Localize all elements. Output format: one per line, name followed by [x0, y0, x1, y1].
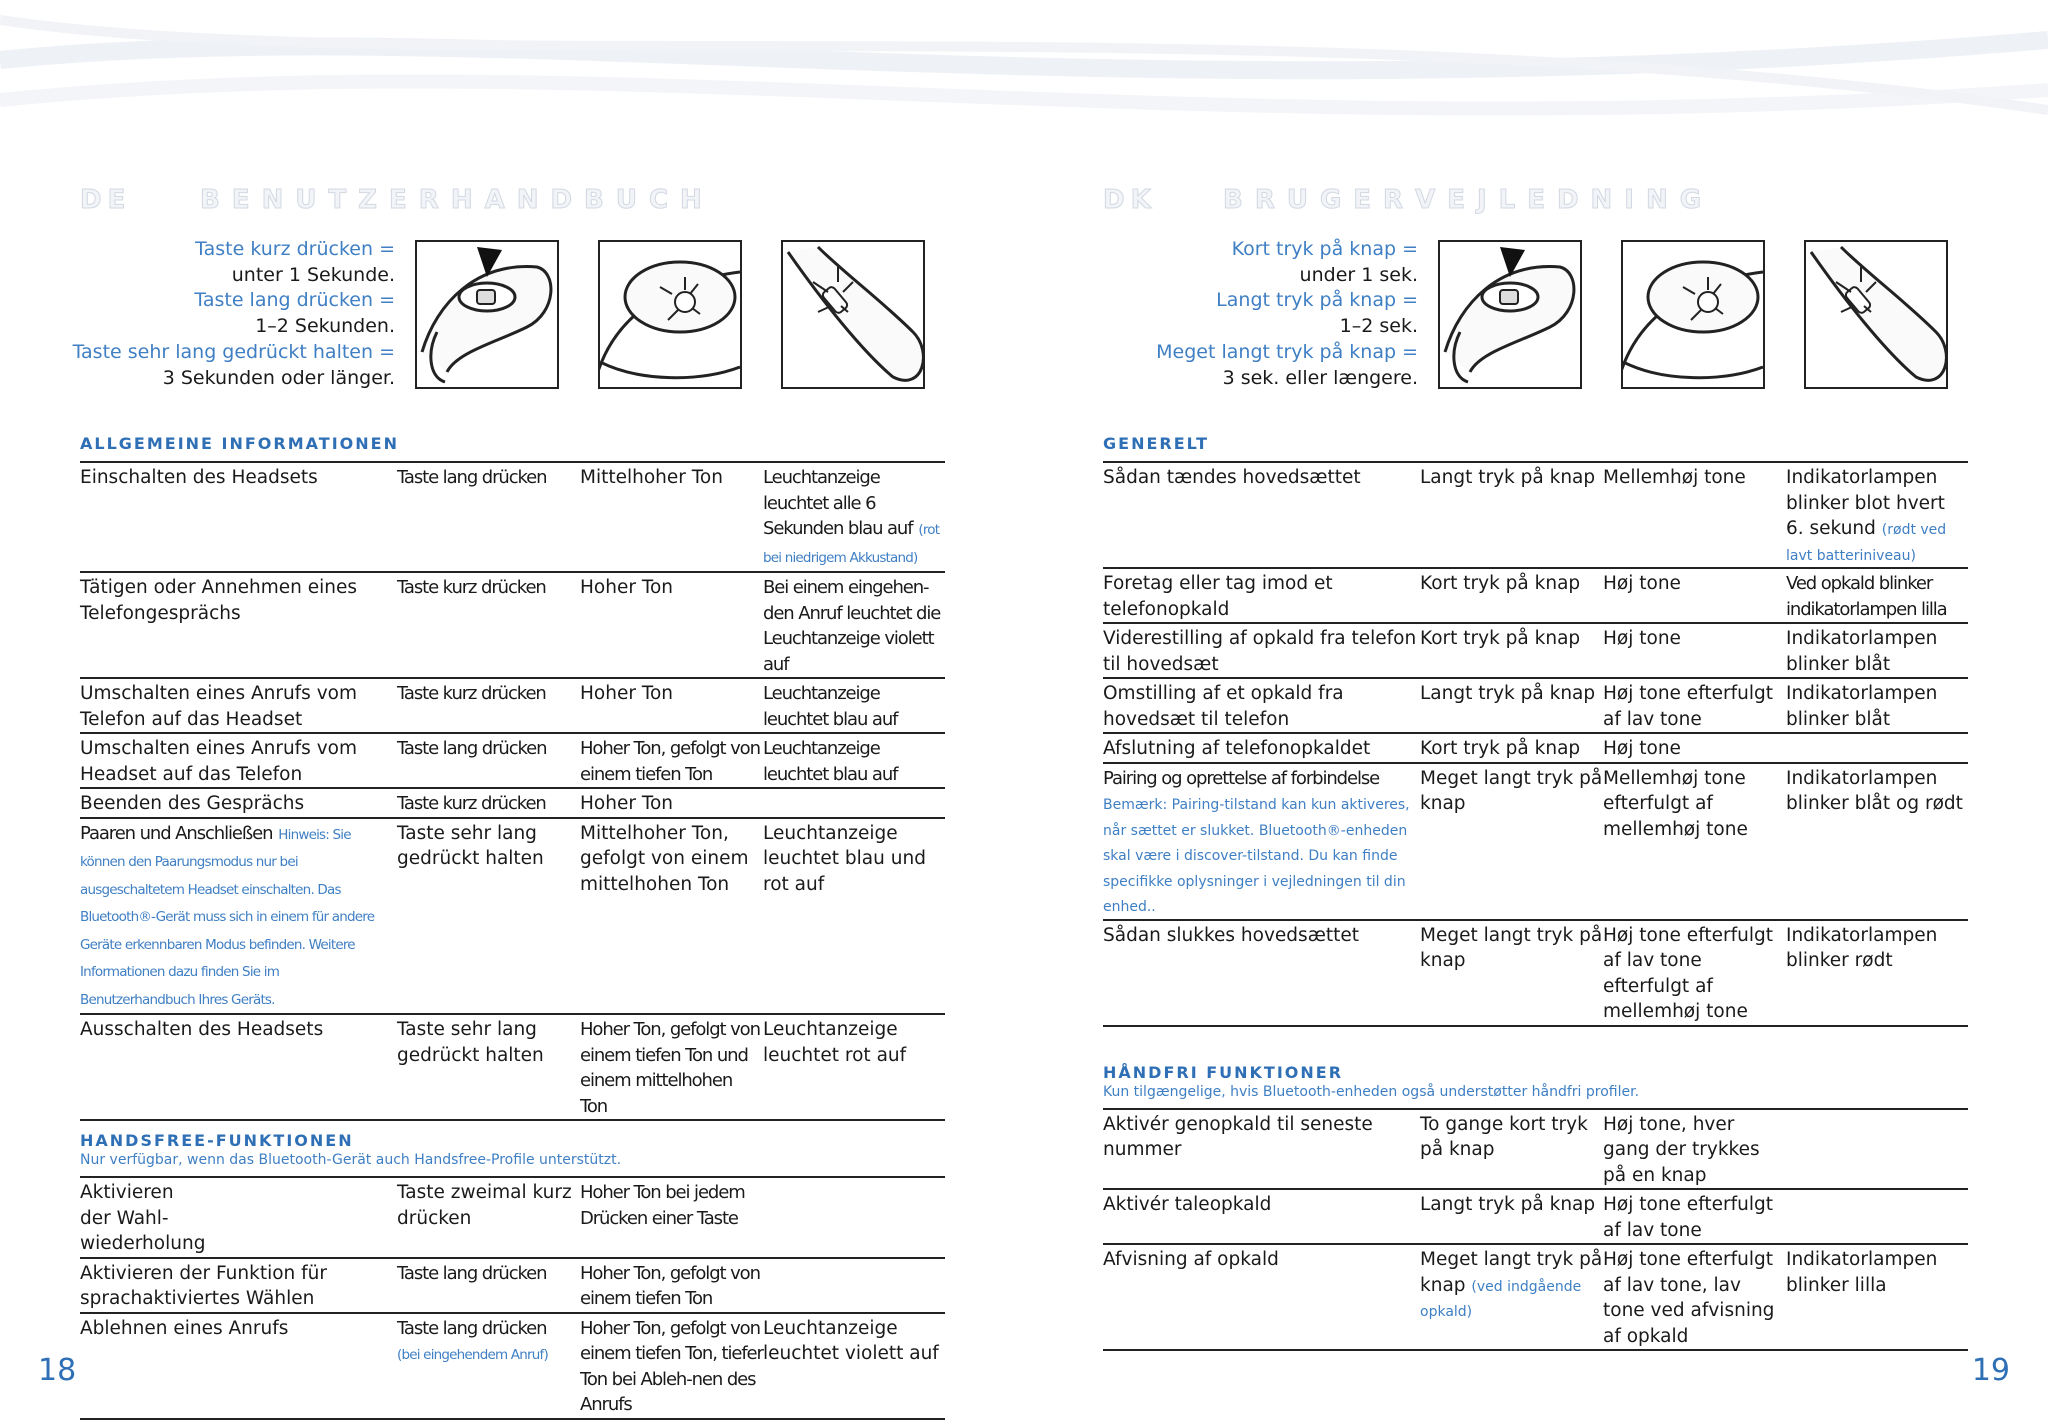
- key-term: Kort tryk på knap =: [1231, 238, 1418, 260]
- table-cell: [1786, 733, 1968, 763]
- table-cell: Høj tone: [1603, 568, 1786, 623]
- table-cell: Umschalten eines Anrufs vom Telefon auf das Headset: [80, 678, 397, 733]
- table-cell: Einschalten des Headsets: [80, 462, 397, 572]
- table-cell: Langt tryk på knap: [1420, 678, 1603, 733]
- table-cell: Paaren und Anschließen Hinweis: Sie können den Paarungsmodus nur bei ausgeschaltetem Headset einschalten. Das Bluetooth®-Gerät muss sich in einem für andere Geräte erkennbaren Modus befinden. Weitere Informationen dazu finden Sie im Benutzerhandbuch Ihres Geräts.: [80, 818, 397, 1015]
- table-cell: Ausschalten des Headsets: [80, 1014, 397, 1120]
- table-cell: Høj tone efterfulgt af lav tone: [1603, 678, 1786, 733]
- table-cell: Langt tryk på knap: [1420, 462, 1603, 568]
- table-cell: Hoher Ton bei jedem Drücken einer Taste: [580, 1177, 763, 1258]
- key-legend: [73, 237, 395, 391]
- table-cell: Kort tryk på knap: [1420, 733, 1603, 763]
- table-cell: Langt tryk på knap: [1420, 1189, 1603, 1244]
- table-cell: Meget langt tryk på knap: [1420, 920, 1603, 1026]
- key-term: Meget langt tryk på knap =: [1156, 340, 1418, 363]
- table-row: [80, 1258, 945, 1313]
- table-cell: Mittelhoher Ton, gefolgt von einem mittelhohen Ton: [580, 818, 763, 1015]
- table-cell: Taste lang drücken (bei eingehendem Anruf): [397, 1313, 580, 1419]
- key-desc: 3 Sekunden oder länger.: [162, 366, 395, 389]
- table-cell: Hoher Ton: [580, 572, 763, 678]
- table-cell: Foretag eller tag imod et telefonopkald: [1103, 568, 1420, 623]
- table-cell: Taste sehr lang gedrückt halten: [397, 818, 580, 1015]
- key-term: Taste kurz drücken =: [195, 238, 395, 260]
- page-header: [80, 185, 945, 225]
- table-row: [1103, 462, 1968, 568]
- table-row: [80, 733, 945, 788]
- table-cell: Høj tone efterfulgt af lav tone, lav tone ved afvisning af opkald: [1603, 1244, 1786, 1350]
- table-cell: Taste lang drücken: [397, 733, 580, 788]
- table-cell: Taste lang drücken: [397, 1258, 580, 1313]
- page-header: [1103, 185, 1968, 225]
- table-cell: Sådan tændes hovedsættet: [1103, 462, 1420, 568]
- table-cell: Tätigen oder Annehmen eines Telefongesprächs: [80, 572, 397, 678]
- language-code: DE: [80, 185, 132, 215]
- table-cell: Leuchtanzeige leuchtet blau und rot auf: [763, 818, 945, 1015]
- key-term: Taste lang drücken =: [194, 289, 395, 312]
- table-cell: Hoher Ton, gefolgt von einem tiefen Ton: [580, 1258, 763, 1313]
- table-row: [1103, 623, 1968, 678]
- table-cell: Sådan slukkes hovedsættet: [1103, 920, 1420, 1026]
- table-cell: Ablehnen eines Anrufs: [80, 1313, 397, 1419]
- table-cell: Taste kurz drücken: [397, 572, 580, 678]
- table-cell: Leuchtanzeige leuchtet blau auf: [763, 678, 945, 733]
- table-row: [80, 572, 945, 678]
- table-cell: [1786, 1109, 1968, 1190]
- table-cell: Høj tone efterfulgt af lav tone: [1603, 1189, 1786, 1244]
- info-table: [1103, 461, 1968, 1027]
- key-desc: unter 1 Sekunde.: [231, 263, 395, 286]
- table-cell: Meget langt tryk på knap (ved indgående opkald): [1420, 1244, 1603, 1350]
- page-header-title: BENUTZERHANDBUCH: [200, 185, 714, 215]
- page-number: 18: [38, 1353, 77, 1388]
- table-cell: Meget langt tryk på knap: [1420, 763, 1603, 920]
- table-cell: Aktivér genopkald til seneste nummer: [1103, 1109, 1420, 1190]
- table-cell: Indikatorlampen blinker blåt: [1786, 678, 1968, 733]
- table-cell: Indikatorlampen blinker blot hvert 6. sekund (rødt ved lavt batteriniveau): [1786, 462, 1968, 568]
- table-cell: Indikatorlampen blinker lilla: [1786, 1244, 1968, 1350]
- section-title: ALLGEMEINE INFORMATIONEN: [80, 434, 399, 453]
- key-desc: 1–2 Sekunden.: [255, 315, 395, 338]
- table-cell: Bei einem eingehen-den Anruf leuchtet die Leuchtanzeige violett auf: [763, 572, 945, 678]
- table-cell: Taste lang drücken: [397, 462, 580, 572]
- table-cell: [1786, 1189, 1968, 1244]
- section-note: Kun tilgængelige, hvis Bluetooth-enheden også understøtter håndfri profiler.: [1103, 1083, 1640, 1100]
- table-cell: Høj tone: [1603, 623, 1786, 678]
- table-cell: Ved opkald blinker indikatorlampen lilla: [1786, 568, 1968, 623]
- table-row: [1103, 568, 1968, 623]
- table-cell: Aktivér taleopkald: [1103, 1189, 1420, 1244]
- table-cell: Hoher Ton: [580, 678, 763, 733]
- key-legend: [1156, 237, 1418, 391]
- table-cell: Leuchtanzeige leuchtet rot auf: [763, 1014, 945, 1120]
- table-row: [80, 788, 945, 818]
- table-cell: Hoher Ton, gefolgt von einem tiefen Ton und einem mittelhohen Ton: [580, 1014, 763, 1120]
- table-cell: Høj tone efterfulgt af lav tone efterfulgt af mellemhøj tone: [1603, 920, 1786, 1026]
- table-cell: To gange kort tryk på knap: [1420, 1109, 1603, 1190]
- key-desc: 1–2 sek.: [1339, 315, 1418, 338]
- table-cell: Mittelhoher Ton: [580, 462, 763, 572]
- language-code: DK: [1103, 185, 1157, 215]
- table-cell: Leuchtanzeige leuchtet alle 6 Sekunden blau auf (rot bei niedrigem Akkustand): [763, 462, 945, 572]
- table-cell: Hoher Ton: [580, 788, 763, 818]
- table-row: [80, 1313, 945, 1419]
- background-swoosh: [0, 0, 2048, 180]
- table-cell: Aktivieren der Funktion für sprachaktiviertes Wählen: [80, 1258, 397, 1313]
- table-cell: Pairing og oprettelse af forbindelse Bemærk: Pairing-tilstand kan kun aktiveres, når sættet er slukket. Bluetooth®-enheden skal være i discover-tilstand. Du kan finde specifikke oplysninger i vejledningen til din enhed..: [1103, 763, 1420, 920]
- table-cell: Taste kurz drücken: [397, 788, 580, 818]
- button-key: [72, 225, 945, 430]
- table-row: [1103, 1109, 1968, 1190]
- headset-press-icon: [415, 240, 559, 389]
- key-term: Langt tryk på knap =: [1216, 289, 1418, 312]
- page-number: 19: [1971, 1353, 2010, 1388]
- table-row: [80, 818, 945, 1015]
- table-cell: Indikatorlampen blinker rødt: [1786, 920, 1968, 1026]
- table-cell: Kort tryk på knap: [1420, 568, 1603, 623]
- section-title: HANDSFREE-FUNKTIONEN: [80, 1131, 354, 1150]
- table-cell: Taste zweimal kurz drücken: [397, 1177, 580, 1258]
- table-cell: Umschalten eines Anrufs vom Headset auf das Telefon: [80, 733, 397, 788]
- table-cell: Hoher Ton, gefolgt von einem tiefen Ton, tiefer Ton bei Ableh-nen des Anrufs: [580, 1313, 763, 1419]
- table-cell: Hoher Ton, gefolgt von einem tiefen Ton: [580, 733, 763, 788]
- table-cell: Afvisning af opkald: [1103, 1244, 1420, 1350]
- info-table: [80, 461, 945, 1121]
- table-cell: Omstilling af et opkald fra hovedsæt til telefon: [1103, 678, 1420, 733]
- table-cell: Afslutning af telefonopkaldet: [1103, 733, 1420, 763]
- table-cell: Indikatorlampen blinker blåt: [1786, 623, 1968, 678]
- table-cell: Taste kurz drücken: [397, 678, 580, 733]
- table-cell: Kort tryk på knap: [1420, 623, 1603, 678]
- page-header-title: BRUGERVEJLEDNING: [1223, 185, 1714, 215]
- table-row: [80, 462, 945, 572]
- table-cell: Viderestilling af opkald fra telefon til hovedsæt: [1103, 623, 1420, 678]
- table-cell: Leuchtanzeige leuchtet violett auf: [763, 1313, 945, 1419]
- table-cell: Høj tone, hver gang der trykkes på en knap: [1603, 1109, 1786, 1190]
- handsfree-table: [80, 1176, 945, 1420]
- key-desc: 3 sek. eller længere.: [1222, 366, 1418, 389]
- section-title: GENERELT: [1103, 434, 1210, 453]
- table-row: [1103, 1189, 1968, 1244]
- left-page: [72, 185, 945, 1420]
- key-term: Taste sehr lang gedrückt halten =: [72, 340, 395, 363]
- section-note: Nur verfügbar, wenn das Bluetooth-Gerät auch Handsfree-Profile unterstützt.: [80, 1152, 622, 1168]
- key-desc: under 1 sek.: [1299, 263, 1418, 286]
- table-cell: Indikatorlampen blinker blåt og rødt: [1786, 763, 1968, 920]
- headset-light-icon: [598, 240, 742, 389]
- table-cell: [763, 1258, 945, 1313]
- table-cell: Beenden des Gesprächs: [80, 788, 397, 818]
- headset-press-icon: [1438, 240, 1582, 389]
- section-title: HÅNDFRI FUNKTIONER: [1103, 1062, 1344, 1082]
- table-cell: Aktivieren der Wahl-wiederholung: [80, 1177, 397, 1258]
- headset-glow-icon: [781, 240, 925, 389]
- headset-glow-icon: [1804, 240, 1948, 389]
- table-cell: Mellemhøj tone efterfulgt af mellemhøj tone: [1603, 763, 1786, 920]
- table-row: [1103, 733, 1968, 763]
- right-page: [1103, 185, 1968, 1351]
- table-row: [1103, 1244, 1968, 1350]
- table-cell: Taste sehr lang gedrückt halten: [397, 1014, 580, 1120]
- table-cell: [763, 1177, 945, 1258]
- table-row: [1103, 763, 1968, 920]
- table-cell: Høj tone: [1603, 733, 1786, 763]
- headset-light-icon: [1621, 240, 1765, 389]
- table-row: [1103, 920, 1968, 1026]
- table-row: [1103, 678, 1968, 733]
- table-row: [80, 678, 945, 733]
- table-cell: Leuchtanzeige leuchtet blau auf: [763, 733, 945, 788]
- table-cell: Mellemhøj tone: [1603, 462, 1786, 568]
- table-row: [80, 1177, 945, 1258]
- table-row: [80, 1014, 945, 1120]
- table-cell: [763, 788, 945, 818]
- handsfree-table: [1103, 1108, 1968, 1352]
- button-key: [1103, 225, 1968, 430]
